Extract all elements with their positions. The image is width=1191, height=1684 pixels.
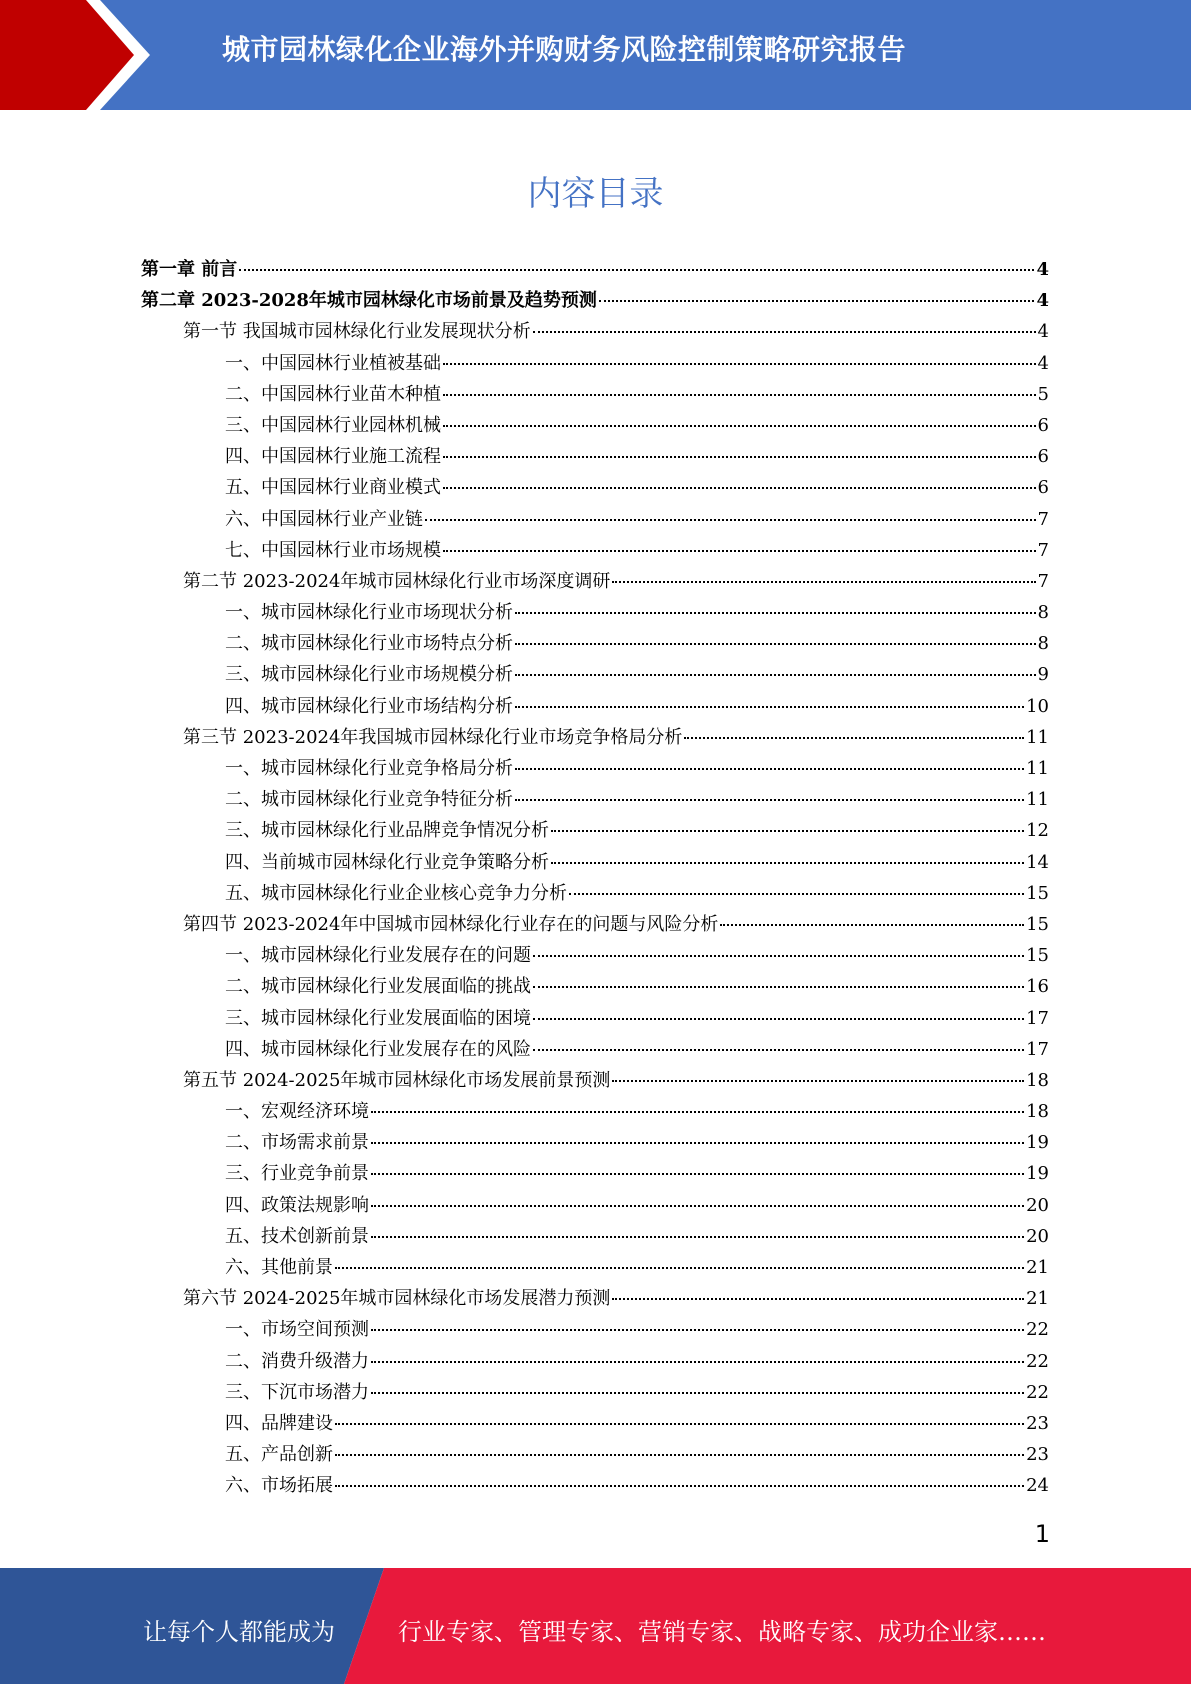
- toc-entry-page: 19: [1026, 1132, 1049, 1154]
- toc-entry[interactable]: [141, 1035, 1049, 1066]
- toc-entry-page: 14: [1026, 851, 1049, 873]
- toc-entry-title: 二、消费升级潜力: [225, 1350, 369, 1372]
- toc-entry[interactable]: [141, 848, 1049, 879]
- toc-entry[interactable]: [141, 1409, 1049, 1440]
- toc-entry-title: 第一节 我国城市园林绿化行业发展现状分析: [183, 321, 531, 343]
- toc-entry-title: 第五节 2024-2025年城市园林绿化市场发展前景预测: [183, 1069, 611, 1091]
- toc-entry[interactable]: [141, 1440, 1049, 1471]
- toc-entry-title: 一、城市园林绿化行业竞争格局分析: [225, 758, 513, 779]
- toc-entry[interactable]: [141, 660, 1049, 691]
- toc-entry-page: 8: [1037, 602, 1049, 624]
- toc-entry-title: 一、中国园林行业植被基础: [225, 352, 441, 374]
- toc-entry-page: 24: [1026, 1475, 1049, 1497]
- toc-entry[interactable]: [141, 1347, 1049, 1378]
- toc-entry-page: 23: [1026, 1444, 1049, 1466]
- toc-entry[interactable]: [141, 1004, 1049, 1035]
- toc-entry-page: 21: [1026, 1257, 1049, 1278]
- toc-entry-page: 22: [1026, 1350, 1049, 1372]
- toc-entry[interactable]: [141, 910, 1049, 941]
- toc-entry[interactable]: [141, 286, 1049, 317]
- toc-entry-title: 三、下沉市场潜力: [225, 1381, 369, 1403]
- toc-entry-title: 五、城市园林绿化行业企业核心竞争力分析: [225, 882, 567, 904]
- toc-entry-title: 一、市场空间预测: [225, 1319, 369, 1341]
- toc-dot-leader: [371, 1205, 1024, 1207]
- toc-entry[interactable]: [141, 1253, 1049, 1284]
- toc-entry-page: 15: [1026, 882, 1049, 904]
- toc-entry[interactable]: [141, 598, 1049, 629]
- toc-entry-page: 11: [1026, 726, 1049, 748]
- toc-dot-leader: [371, 1142, 1024, 1144]
- toc-entry-page: 15: [1026, 945, 1049, 967]
- toc-dot-leader: [684, 737, 1024, 739]
- toc-dot-leader: [371, 1173, 1024, 1175]
- toc-dot-leader: [515, 706, 1024, 708]
- toc-dot-leader: [515, 674, 1036, 676]
- toc-dot-leader: [533, 331, 1036, 333]
- toc-entry-page: 7: [1037, 539, 1049, 561]
- toc-entry[interactable]: [141, 1159, 1049, 1190]
- footer-banner: [0, 1568, 1191, 1684]
- toc-entry-title: 六、中国园林行业产业链: [225, 508, 423, 530]
- toc-dot-leader: [443, 550, 1036, 552]
- toc-entry[interactable]: [141, 1471, 1049, 1502]
- toc-entry-page: 19: [1026, 1163, 1049, 1185]
- toc-entry-page: 11: [1026, 789, 1049, 811]
- page-number: 1: [1034, 1520, 1050, 1548]
- toc-entry-page: 7: [1037, 508, 1049, 530]
- toc-entry-page: 20: [1026, 1194, 1049, 1216]
- toc-entry[interactable]: [141, 816, 1049, 847]
- toc-dot-leader: [371, 1236, 1024, 1238]
- toc-entry-page: 6: [1037, 446, 1049, 468]
- toc-entry-title: 四、品牌建设: [225, 1412, 333, 1434]
- toc-entry[interactable]: [141, 473, 1049, 504]
- toc-entry-title: 五、产品创新: [225, 1444, 333, 1466]
- toc-entry-title: 第二章 2023-2028年城市园林绿化市场前景及趋势预测: [141, 290, 597, 312]
- toc-entry-title: 四、城市园林绿化行业市场结构分析: [225, 695, 513, 717]
- report-title: 城市园林绿化企业海外并购财务风险控制策略研究报告: [222, 33, 907, 66]
- toc-entry[interactable]: [141, 1284, 1049, 1315]
- footer-slogan-right: 行业专家、管理专家、营销专家、战略专家、成功企业家……: [398, 1618, 1046, 1646]
- toc-entry[interactable]: [141, 629, 1049, 660]
- toc-dot-leader: [612, 1298, 1024, 1300]
- toc-entry-page: 6: [1037, 414, 1049, 436]
- toc-dot-leader: [515, 612, 1036, 614]
- toc-entry-page: 18: [1026, 1069, 1049, 1091]
- toc-entry[interactable]: [141, 1128, 1049, 1159]
- toc-entry-page: 4: [1036, 259, 1049, 280]
- toc-entry[interactable]: [141, 972, 1049, 1003]
- toc-entry[interactable]: [141, 505, 1049, 536]
- toc-entry-page: 20: [1026, 1225, 1049, 1247]
- toc-entry[interactable]: [141, 1222, 1049, 1253]
- toc-dot-leader: [425, 519, 1036, 521]
- toc-entry-title: 第二节 2023-2024年城市园林绿化行业市场深度调研: [183, 570, 611, 592]
- toc-dot-leader: [335, 1423, 1024, 1425]
- toc-entry-page: 12: [1026, 820, 1049, 842]
- toc-entry[interactable]: [141, 1066, 1049, 1097]
- toc-entry-page: 8: [1037, 633, 1049, 655]
- toc-dot-leader: [515, 643, 1036, 645]
- toc-entry-page: 17: [1026, 1007, 1049, 1029]
- toc-entry-page: 4: [1036, 290, 1049, 312]
- toc-entry-page: 6: [1037, 477, 1049, 499]
- toc-dot-leader: [533, 986, 1024, 988]
- toc-dot-leader: [533, 1049, 1024, 1051]
- toc-dot-leader: [335, 1267, 1024, 1269]
- header-banner: [0, 0, 1191, 110]
- toc-entry-title: 第一章 前言: [141, 259, 238, 280]
- toc-entry-page: 17: [1026, 1038, 1049, 1060]
- toc-dot-leader: [335, 1485, 1024, 1487]
- toc-dot-leader: [239, 269, 1034, 271]
- toc-dot-leader: [599, 300, 1035, 302]
- toc-entry[interactable]: [141, 536, 1049, 567]
- toc-entry-title: 四、政策法规影响: [225, 1194, 369, 1216]
- footer-slogan-left: 让每个人都能成为: [143, 1618, 335, 1646]
- toc-dot-leader: [371, 1111, 1024, 1113]
- toc-entry-page: 7: [1037, 570, 1049, 592]
- toc-dot-leader: [443, 394, 1036, 396]
- toc-entry-title: 四、当前城市园林绿化行业竞争策略分析: [225, 851, 549, 873]
- toc-entry-title: 六、其他前景: [225, 1257, 333, 1278]
- toc-dot-leader: [720, 924, 1024, 926]
- toc-entry[interactable]: [141, 380, 1049, 411]
- toc-entry-page: 18: [1026, 1101, 1049, 1123]
- toc-entry[interactable]: [141, 879, 1049, 910]
- toc-entry[interactable]: [141, 692, 1049, 723]
- toc-entry-page: 4: [1037, 321, 1049, 343]
- toc-dot-leader: [612, 581, 1035, 583]
- toc-dot-leader: [443, 363, 1036, 365]
- toc-dot-leader: [533, 1018, 1024, 1020]
- toc-entry-title: 七、中国园林行业市场规模: [225, 539, 441, 561]
- toc-entry-title: 三、中国园林行业园林机械: [225, 414, 441, 436]
- toc-dot-leader: [443, 456, 1036, 458]
- table-of-contents: [141, 255, 1049, 1503]
- toc-entry-title: 一、宏观经济环境: [225, 1101, 369, 1123]
- toc-dot-leader: [551, 862, 1024, 864]
- toc-entry-title: 第四节 2023-2024年中国城市园林绿化行业存在的问题与风险分析: [183, 913, 719, 935]
- toc-entry[interactable]: [141, 1378, 1049, 1409]
- toc-dot-leader: [551, 830, 1024, 832]
- toc-entry-title: 二、城市园林绿化行业市场特点分析: [225, 633, 513, 655]
- toc-entry[interactable]: [141, 723, 1049, 754]
- toc-dot-leader: [515, 799, 1024, 801]
- toc-entry-page: 4: [1037, 352, 1049, 374]
- toc-entry-title: 一、城市园林绿化行业发展存在的问题: [225, 945, 531, 967]
- toc-entry-page: 11: [1026, 758, 1049, 779]
- toc-entry-page: 16: [1026, 976, 1049, 998]
- toc-dot-leader: [612, 1080, 1024, 1082]
- toc-entry-title: 四、城市园林绿化行业发展存在的风险: [225, 1038, 531, 1060]
- toc-entry[interactable]: [141, 1097, 1049, 1128]
- toc-dot-leader: [371, 1392, 1024, 1394]
- toc-entry-title: 三、城市园林绿化行业发展面临的困境: [225, 1007, 531, 1029]
- toc-entry[interactable]: [141, 754, 1049, 785]
- toc-entry-title: 五、中国园林行业商业模式: [225, 477, 441, 499]
- toc-dot-leader: [533, 955, 1024, 957]
- toc-entry-title: 三、城市园林绿化行业品牌竞争情况分析: [225, 820, 549, 842]
- toc-entry-title: 四、中国园林行业施工流程: [225, 446, 441, 468]
- toc-entry-page: 22: [1026, 1381, 1049, 1403]
- toc-entry-title: 二、市场需求前景: [225, 1132, 369, 1154]
- toc-dot-leader: [371, 1361, 1024, 1363]
- toc-dot-leader: [335, 1454, 1024, 1456]
- toc-entry[interactable]: [141, 1191, 1049, 1222]
- toc-entry[interactable]: [141, 785, 1049, 816]
- toc-entry-title: 一、城市园林绿化行业市场现状分析: [225, 602, 513, 624]
- toc-entry-page: 5: [1037, 383, 1049, 405]
- toc-entry[interactable]: [141, 255, 1049, 286]
- toc-entry-page: 22: [1026, 1319, 1049, 1341]
- toc-dot-leader: [515, 768, 1024, 770]
- toc-entry-title: 二、中国园林行业苗木种植: [225, 383, 441, 405]
- toc-heading: 内容目录: [527, 174, 664, 214]
- toc-entry[interactable]: [141, 411, 1049, 442]
- toc-entry-page: 10: [1026, 695, 1049, 717]
- toc-entry-title: 五、技术创新前景: [225, 1225, 369, 1247]
- toc-entry-title: 三、城市园林绿化行业市场规模分析: [225, 664, 513, 686]
- toc-dot-leader: [443, 425, 1036, 427]
- toc-entry[interactable]: [141, 1315, 1049, 1346]
- toc-entry-page: 15: [1026, 913, 1049, 935]
- toc-entry-title: 六、市场拓展: [225, 1475, 333, 1497]
- toc-entry-title: 第六节 2024-2025年城市园林绿化市场发展潜力预测: [183, 1288, 611, 1310]
- toc-entry-page: 9: [1037, 664, 1049, 686]
- toc-entry-title: 第三节 2023-2024年我国城市园林绿化行业市场竞争格局分析: [183, 726, 683, 748]
- toc-entry[interactable]: [141, 941, 1049, 972]
- toc-dot-leader: [569, 893, 1024, 895]
- toc-entry-page: 21: [1026, 1288, 1049, 1310]
- toc-dot-leader: [443, 487, 1036, 489]
- toc-entry-title: 二、城市园林绿化行业发展面临的挑战: [225, 976, 531, 998]
- toc-entry-title: 二、城市园林绿化行业竞争特征分析: [225, 789, 513, 811]
- toc-entry-page: 23: [1026, 1412, 1049, 1434]
- toc-entry-title: 三、行业竞争前景: [225, 1163, 369, 1185]
- toc-entry[interactable]: [141, 349, 1049, 380]
- toc-entry[interactable]: [141, 317, 1049, 348]
- toc-entry[interactable]: [141, 567, 1049, 598]
- toc-entry[interactable]: [141, 442, 1049, 473]
- toc-dot-leader: [371, 1329, 1024, 1331]
